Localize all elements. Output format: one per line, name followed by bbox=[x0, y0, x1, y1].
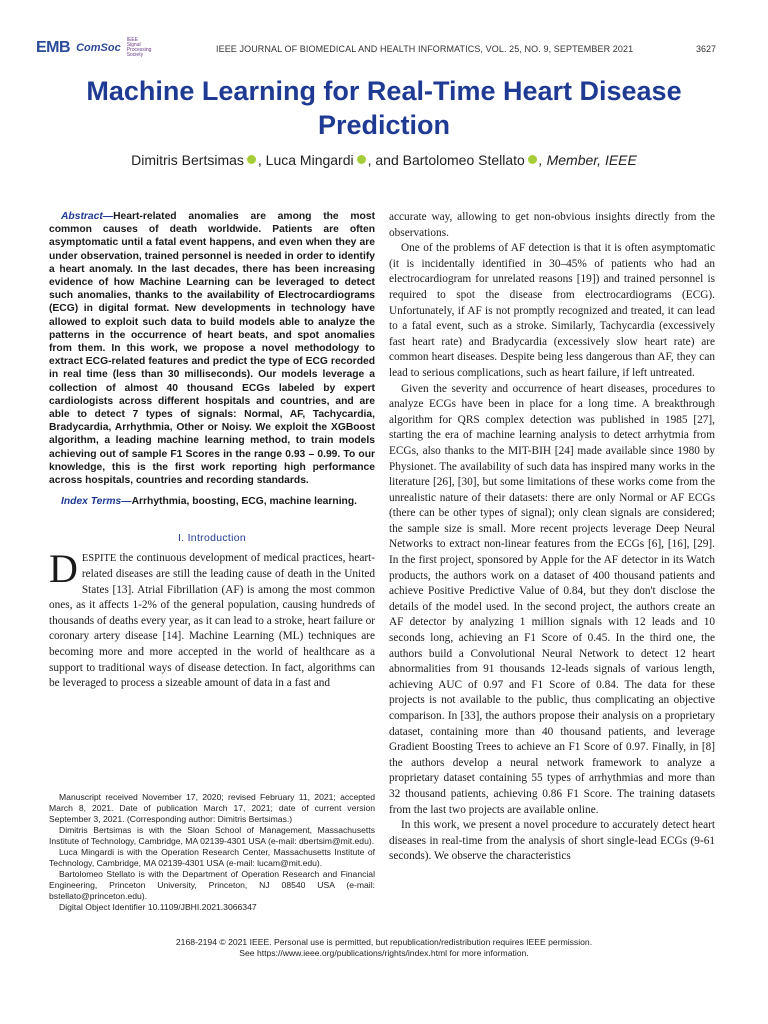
society-logos bbox=[36, 38, 153, 58]
paragraph: One of the problems of AF detection is that it is often asymptomatic (it is incidentally identified in 30–45% of patients who had an electrocardiogram for unrelated reasons [19]) and trained personnel is required to spot the disease from electrocardiograms (ECG). Unfortunately, if AF is not promptly recognized and treated, it can lead to a fatal event, such as a stroke. Similarly, Tachycardia (excessively fast heart rate) and Bradycardia (excessively slow heart rate) are common heart diseases. Despite being less dangerous than AF, they can lead to serious complications, such as heart failure, if left untreated. bbox=[389, 242, 715, 379]
index-terms-label: Index Terms— bbox=[61, 496, 132, 508]
footnotes bbox=[49, 792, 375, 913]
author-name: Luca Mingardi bbox=[265, 152, 354, 168]
drop-cap: D bbox=[49, 546, 78, 592]
journal-name: IEEE JOURNAL OF BIOMEDICAL AND HEALTH INFORMATICS, VOL. 25, NO. 9, SEPTEMBER 2021 bbox=[216, 44, 634, 54]
footnote: Bartolomeo Stellato is with the Department of Operation Research and Financial Engineering, Princeton University, Princeton, NJ 08540 USA (e-mail: bstellato@princeton.edu). bbox=[49, 869, 375, 901]
paper-title: Machine Learning for Real-Time Heart Disease Prediction bbox=[86, 76, 682, 140]
emb-logo: EMB bbox=[36, 39, 71, 56]
footnote: Digital Object Identifier 10.1109/JBHI.2021.3066347 bbox=[59, 902, 257, 912]
footnote: Dimitris Bertsimas is with the Sloan School of Management, Massachusetts Institute of Technology, Cambridge, MA 02139-4301 USA (e-mail: dbertsim@mit.edu). bbox=[49, 825, 375, 846]
author-membership: , Member, IEEE bbox=[538, 152, 637, 168]
paragraph: Given the severity and occurrence of heart diseases, procedures to analyze ECGs have been in place for a long time. A breakthrough algorithm for QRS complex detection was published in 1985 [27], starting the era of machine learning analysis to detect arrhytmia from ECGs, also thanks to the MIT-BIH [24] made available since 1980 by Physionet. The availability of such data has inspired many works in the literature [26], [30], but some limitations of these works come from the unrealistic nature of their datasets: there are only Normal or AF ECGs (there can be other types of signal); only clean signals are considered; the sample size is small. More recent projects leverage Deep Neural Networks to extract non-linear features from the ECGs [6], [16], [29]. In the first project, sponsored by Apple for the AF detector in its Watch products, the authors work on a dataset of 400 thousand patients and achieve Positive Predictive Value of 0.84, but they don't disclose the details of the model used. In the second project, the authors create an AF detector by analyzing 1 million signals with 12 leads and 10 seconds long, achieving an F1 Score of 0.45. In the third one, the authors build a Convolutional Neural Network to detect 12 heart abnormalities from 91 thousands 12-leads signals of various length, achieving AUC of 0.97 and F1 Score of 0.84. The data for these projects is not available to the public, thus complicating an objective comparison. In [33], the authors propose their analysis on a proprietary dataset, containing more than 40 thousand patients, and leverage Gradient Boosting Trees to achieve an F1 Score of 0.97. Finally, in [8] the authors develop a neural network framework to analyze a proprietary dataset containing 55 types of arrhythmias and more than 32 thousand patients, achieving 0.86 F1 Score. The training datasets from the last two projects are available online. bbox=[389, 382, 715, 816]
introduction-text bbox=[49, 546, 375, 691]
copyright-line: 2168-2194 © 2021 IEEE. Personal use is permitted, but republication/redistribution requires IEEE permission. bbox=[175, 937, 593, 947]
page-number: 3627 bbox=[695, 44, 716, 54]
section-heading: I. Introduction bbox=[177, 532, 247, 545]
first-word: ESPITE bbox=[81, 553, 117, 565]
paragraph: accurate way, allowing to get non-obvious insights directly from the observations. bbox=[389, 211, 715, 239]
author-name: Bartolomeo Stellato bbox=[402, 152, 525, 168]
paragraph: DESPITE the continuous development of medical practices, heart-related diseases are still the leading cause of death in the United States [13]. Atrial Fibrillation (AF) is among the most common ones, as it affects 1-2% of the general population, causing hundreds of thousands of deaths every year, as it can lead to a stroke, heart failure or coronary artery disease [14]. Machine Learning (ML) techniques are becoming more and more accepted in the world of healthcare as a support to traditional ways of disease detection. In fact, algorithms can be leveraged to process a sizeable amount of data in a fast and bbox=[49, 546, 375, 690]
abstract bbox=[49, 210, 375, 487]
author-name: Dimitris Bertsimas bbox=[131, 152, 244, 168]
abstract-label: Abstract— bbox=[61, 211, 114, 222]
orcid-icon[interactable] bbox=[528, 155, 537, 164]
author-list: Dimitris Bertsimas , Luca Mingardi , and Bartolomeo Stellato , Member, IEEE bbox=[131, 152, 637, 168]
paragraph: In this work, we present a novel procedure to accurately detect heart diseases in real-time from the analysis of short single-lead ECGs (9-61 seconds). We observe the characteristics bbox=[389, 819, 715, 863]
left-column bbox=[49, 210, 375, 692]
rights-link-line: See https://www.ieee.org/publications/rights/index.html for more information. bbox=[239, 948, 529, 958]
right-column bbox=[389, 210, 715, 865]
abstract-text: Heart-related anomalies are among the most common causes of death worldwide. Patients are often asymptomatic until a fatal event happens, and even when they are under observation, trained personnel is needed in order to identify a heart anomaly. In the last decades, there has been increasing evidence of how Machine Learning can be leveraged to detect such anomalies, thanks to the availability of Electrocardiograms (ECG) in digital format. New developments in technology have allowed to exploit such data to build models able to analyze the patterns in the occurrence of heart beats, and spot anomalies from them. In this work, we propose a novel methodology to extract ECG-related features and predict the type of ECG recorded in real time (less than 30 milliseconds). Our models leverage a collection of almost 40 thousand ECGs labeled by expert cardiologists across different hospitals and countries, and are able to detect 7 types of signals: Normal, AF, Tachycardia, Bradycardia, Arrhythmia, Other or Noisy. We exploit the XGBoost algorithm, a leading machine learning method, to train models achieving out of sample F1 Scores in the range 0.93 – 0.99. To our knowledge, this is the first work reporting high performance across hospitals, countries and recording standards. bbox=[49, 211, 375, 487]
index-terms bbox=[49, 495, 375, 508]
index-terms-text: Arrhythmia, boosting, ECG, machine learning. bbox=[131, 496, 357, 508]
signal-processing-logo: IEEE Signal Processing Society bbox=[126, 37, 152, 58]
copyright-footer bbox=[49, 937, 719, 959]
page-header bbox=[36, 38, 716, 62]
orcid-icon[interactable] bbox=[357, 155, 366, 164]
footnote: Manuscript received November 17, 2020; revised February 11, 2021; accepted March 8, 2021. Date of publication March 17, 2021; date of current version September 3, 2021. (Corresponding author: Dimitris Bertsimas.) bbox=[49, 792, 375, 824]
orcid-icon[interactable] bbox=[247, 155, 256, 164]
comsoc-logo: ComSoc bbox=[76, 42, 121, 54]
footnote: Luca Mingardi is with the Operation Research Center, Massachusetts Institute of Technology, Cambridge, MA 02139-4301 USA (e-mail: lucam@mit.edu). bbox=[49, 847, 375, 868]
